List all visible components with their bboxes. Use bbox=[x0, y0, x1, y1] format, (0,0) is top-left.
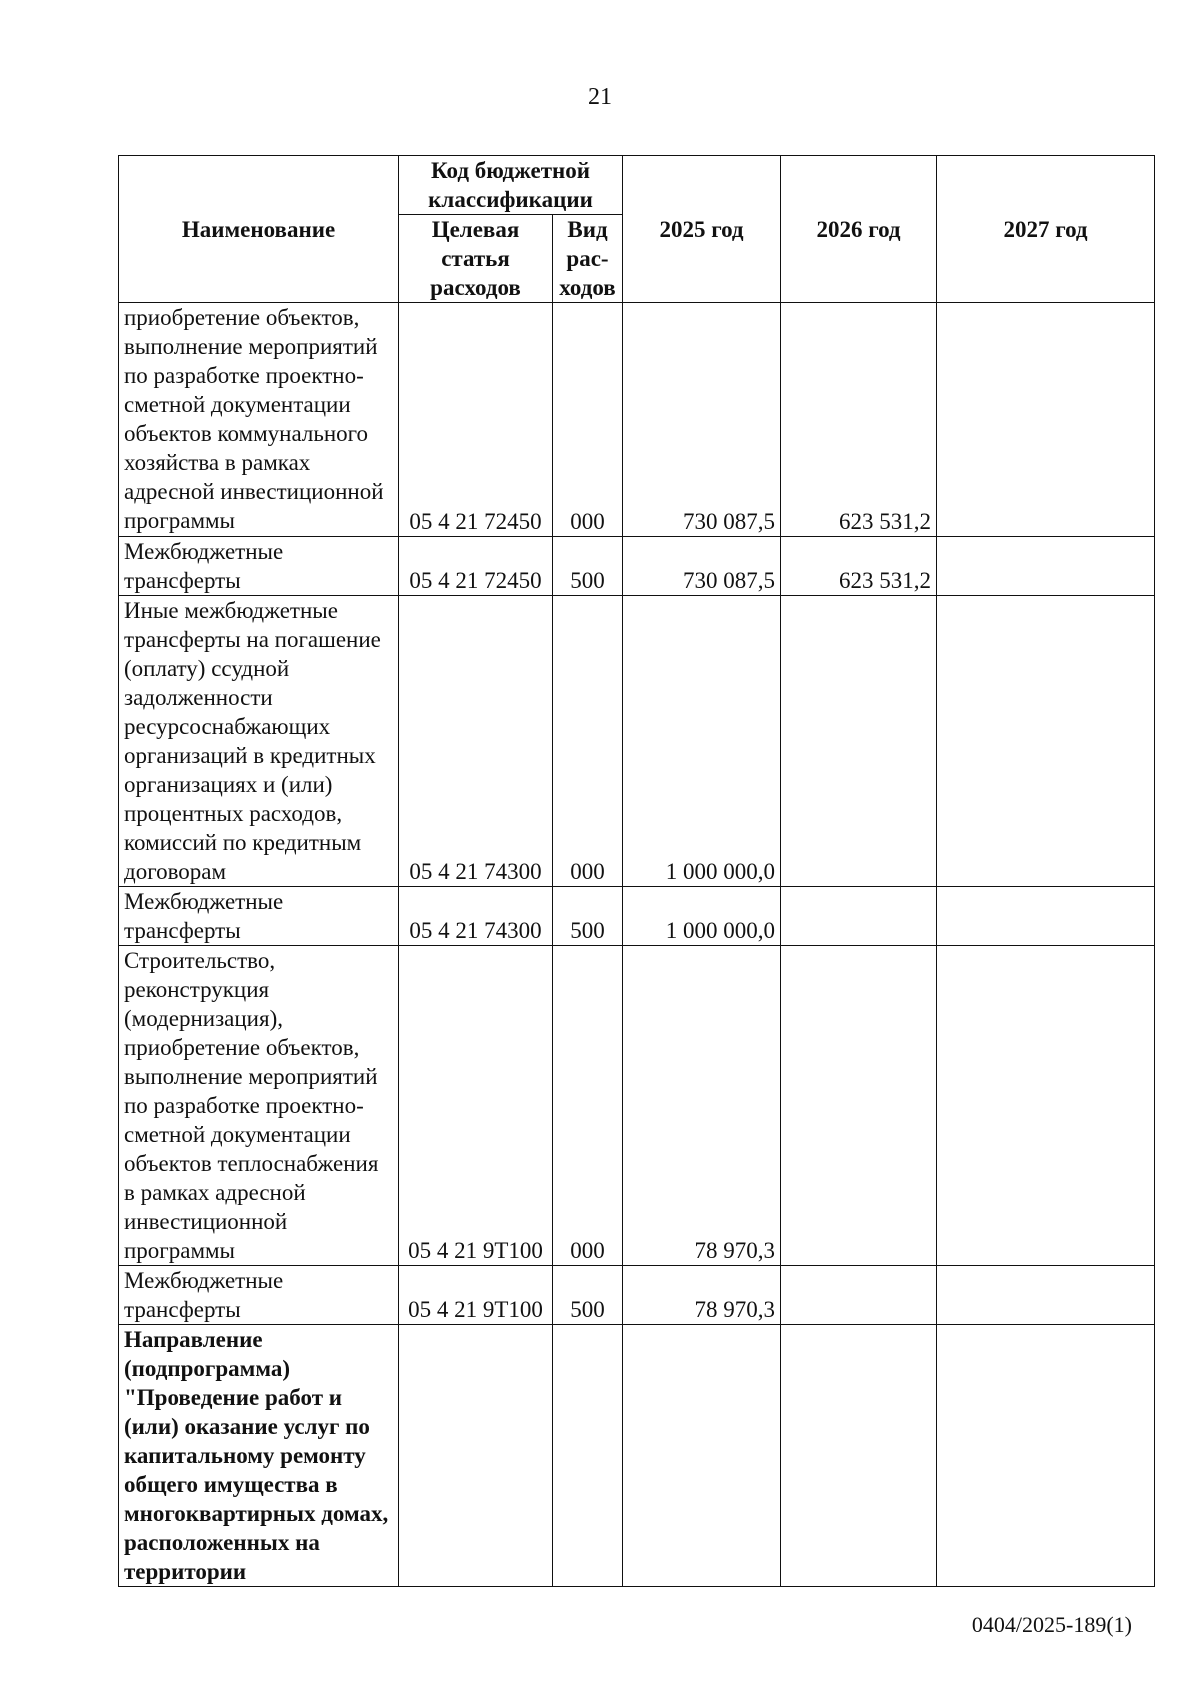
row-name: Межбюджетные трансферты bbox=[119, 537, 399, 596]
row-2027 bbox=[937, 1325, 1155, 1587]
row-2025: 730 087,5 bbox=[623, 303, 781, 537]
header-2026: 2026 год bbox=[781, 156, 937, 303]
table-row bbox=[119, 303, 1155, 537]
page-number: 21 bbox=[588, 84, 612, 110]
header-target-article: Целевая статья расходов bbox=[399, 215, 553, 303]
row-name: Межбюджетные трансферты bbox=[119, 887, 399, 946]
header-2027: 2027 год bbox=[937, 156, 1155, 303]
row-2025: 1 000 000,0 bbox=[623, 596, 781, 887]
row-type: 000 bbox=[553, 303, 623, 537]
row-name: Межбюджетные трансферты bbox=[119, 1266, 399, 1325]
row-2026 bbox=[781, 1325, 937, 1587]
row-2027 bbox=[937, 303, 1155, 537]
row-target: 05 4 21 72450 bbox=[399, 303, 553, 537]
table-row bbox=[119, 1266, 1155, 1325]
row-name: Строительство, реконструкция (модернизация), приобретение объектов, выполнение мероприятий по разработке проектно-сметной документации объектов теплоснабжения в рамках адресной инвестиционной программы bbox=[119, 946, 399, 1266]
row-2026 bbox=[781, 887, 937, 946]
row-2025: 78 970,3 bbox=[623, 946, 781, 1266]
table-header bbox=[119, 156, 1155, 303]
row-target: 05 4 21 74300 bbox=[399, 596, 553, 887]
row-2027 bbox=[937, 887, 1155, 946]
row-type: 500 bbox=[553, 537, 623, 596]
row-2027 bbox=[937, 946, 1155, 1266]
budget-table bbox=[118, 155, 1155, 1587]
table-row bbox=[119, 1325, 1155, 1587]
row-2027 bbox=[937, 537, 1155, 596]
row-type: 000 bbox=[553, 946, 623, 1266]
row-target: 05 4 21 9Т100 bbox=[399, 946, 553, 1266]
row-2026: 623 531,2 bbox=[781, 303, 937, 537]
row-2025: 78 970,3 bbox=[623, 1266, 781, 1325]
row-name: приобретение объектов, выполнение мероприятий по разработке проектно-сметной документации объектов коммунального хозяйства в рамках адресной инвестиционной программы bbox=[119, 303, 399, 537]
row-type bbox=[553, 1325, 623, 1587]
row-2026 bbox=[781, 946, 937, 1266]
row-2027 bbox=[937, 596, 1155, 887]
row-target bbox=[399, 1325, 553, 1587]
row-name: Иные межбюджетные трансферты на погашение (оплату) ссудной задолженности ресурсоснабжающих организаций в кредитных организациях и (или) процентных расходов, комиссий по кредитным договорам bbox=[119, 596, 399, 887]
header-2025: 2025 год bbox=[623, 156, 781, 303]
row-type: 500 bbox=[553, 887, 623, 946]
table-row bbox=[119, 887, 1155, 946]
header-expense-type: Вид рас-ходов bbox=[553, 215, 623, 303]
row-target: 05 4 21 74300 bbox=[399, 887, 553, 946]
row-2025: 1 000 000,0 bbox=[623, 887, 781, 946]
table-row bbox=[119, 596, 1155, 887]
row-type: 500 bbox=[553, 1266, 623, 1325]
row-2027 bbox=[937, 1266, 1155, 1325]
header-name: Наименование bbox=[119, 156, 399, 303]
row-2025 bbox=[623, 1325, 781, 1587]
row-2026 bbox=[781, 596, 937, 887]
row-target: 05 4 21 9Т100 bbox=[399, 1266, 553, 1325]
row-2026 bbox=[781, 1266, 937, 1325]
document-id: 0404/2025-189(1) bbox=[971, 1612, 1132, 1637]
row-target: 05 4 21 72450 bbox=[399, 537, 553, 596]
row-name: Направление (подпрограмма) "Проведение работ и (или) оказание услуг по капитальному ремонту общего имущества в многоквартирных домах, расположенных на территории bbox=[119, 1325, 399, 1587]
header-budget-code: Код бюджетной классификации bbox=[399, 156, 623, 215]
table-row bbox=[119, 537, 1155, 596]
row-2025: 730 087,5 bbox=[623, 537, 781, 596]
row-2026: 623 531,2 bbox=[781, 537, 937, 596]
row-type: 000 bbox=[553, 596, 623, 887]
table-row bbox=[119, 946, 1155, 1266]
